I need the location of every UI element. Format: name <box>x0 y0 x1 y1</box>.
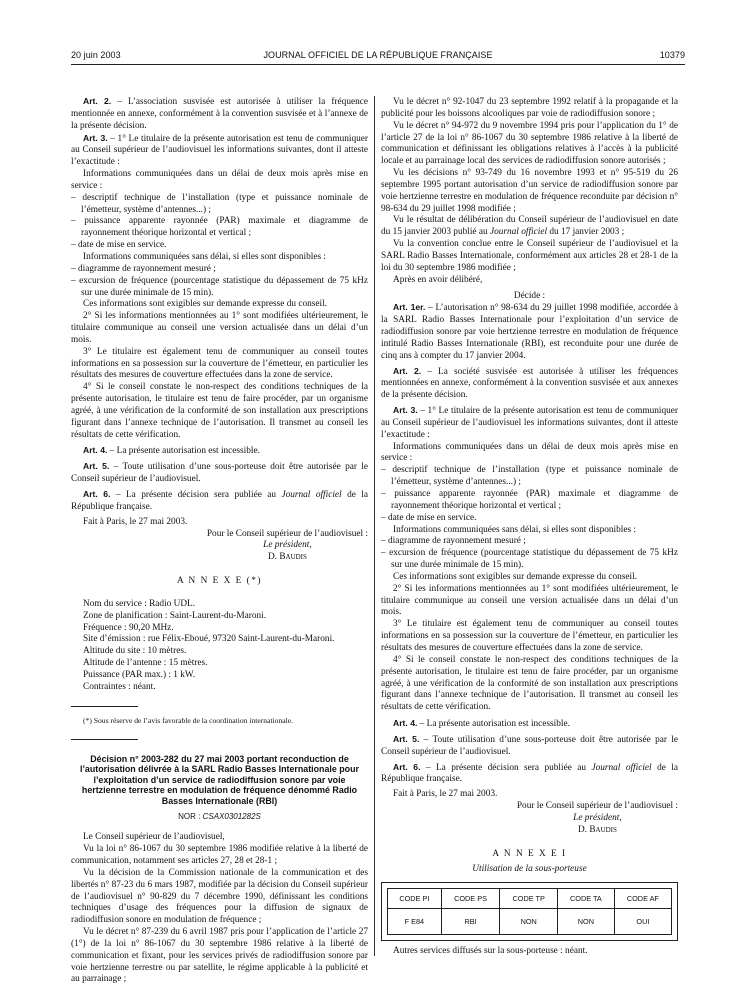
article-6: Art. 6. – La présente décision sera publiée au Journal officiel de la République française. <box>71 489 369 512</box>
column-header: CODE PS <box>441 889 500 909</box>
decision-title: Décision n° 2003-282 du 27 mai 2003 portant reconduction de l’autorisation délivrée à la SARL Radio Basses Internationale pour l’exploitation d’un service de radiodiffusion sonore par voie hertzienne terrestre en modulation de fréquence dénommé Radio Basses Internationale (RBI) <box>80 753 359 806</box>
article-2: Art. 2. – L’association susvisée est autorisée à utiliser la fréquence mentionnée en annexe, conformément à la convention susvisée et à l’annexe de la présente décision. <box>71 96 368 131</box>
annexe-line: Puissance (PAR max.) : 1 kW. <box>83 669 196 680</box>
table-cell: OUI <box>614 909 671 935</box>
article-3: Art. 3. – 1° Le titulaire de la présente autorisation est tenu de communiquer au Conseil supérieur de l’audiovisuel les informations suivantes, dont il atteste l’exactitude : <box>381 405 678 440</box>
paragraph: 4° Si le conseil constate le non-respect des conditions techniques de la présente autorisation, le titulaire est tenu de faire procéder, par un organisme agréé, à une vérification de la conformité de son installation aux prescriptions figurant dans l’annexe technique de l’autorisation. Il transmet au conseil les résultats de cette vérification. <box>71 382 368 440</box>
signature-block <box>381 801 678 837</box>
visa: Vu le décret n° 92-1047 du 23 septembre 1992 relatif à la propagande et la publicité pour les boissons alcooliques par voie de radiodiffusion sonore ; <box>381 97 678 119</box>
list-item: – date de mise en service. <box>381 512 477 523</box>
signature-name: D. Baudis <box>577 824 617 835</box>
signature-name: D. Baudis <box>267 552 307 563</box>
column-divider <box>374 96 375 956</box>
paragraph: Informations communiquées dans un délai de deux mois après mise en service : <box>71 169 368 191</box>
article-6: Art. 6. – La présente décision sera publiée au Journal officiel de la République française. <box>381 761 679 785</box>
list-item: – diagramme de rayonnement mesuré ; <box>71 263 216 274</box>
list-item: – puissance apparente rayonnée (PAR) maximale et diagramme de rayonnement théorique horizontal et vertical ; <box>381 489 678 511</box>
article-4: Art. 4. – La présente autorisation est incessible. <box>83 445 260 457</box>
page-header <box>71 50 685 64</box>
subcarrier-table-frame <box>381 882 678 941</box>
list-item: – excursion de fréquence (pourcentage statistique du dépassement de 75 kHz sur une durée minimale de 15 min). <box>381 548 678 571</box>
table-cell: F E84 <box>388 909 442 935</box>
decide-heading: Décide : <box>513 290 546 301</box>
paragraph: Informations communiquées sans délai, si elles sont disponibles : <box>393 524 636 535</box>
visa: Vu les décisions n° 93-749 du 16 novembre 1993 et n° 95-519 du 26 septembre 1995 portant autorisation d’un service de radiodiffusion sonore par voie hertzienne terrestre en modulation de fréquence reconduite par décision n° 98-634 du 29 juillet 1998 modifiée ; <box>381 168 678 214</box>
article-5: Art. 5. – Toute utilisation d’une sous-porteuse doit être autorisée par le Conseil supérieur de l’audiovisuel. <box>71 461 368 485</box>
header-title: JOURNAL OFFICIEL DE LA RÉPUBLIQUE FRANÇAISE <box>263 50 493 60</box>
signature-title: Le président, <box>573 812 622 823</box>
paragraph: Le Conseil supérieur de l’audiovisuel, <box>83 832 225 843</box>
annexe-line: Zone de planification : Saint-Laurent-du-Maroni. <box>83 610 267 621</box>
list-item: – date de mise en service. <box>71 240 167 251</box>
table-row <box>388 909 672 935</box>
fait-a-paris: Fait à Paris, le 27 mai 2003. <box>393 789 498 800</box>
signature-line: Pour le Conseil supérieur de l’audiovisuel : <box>516 801 678 812</box>
article-4: Art. 4. – La présente autorisation est incessible. <box>393 718 570 730</box>
visa: Vu le résultat de délibération du Conseil supérieur de l’audiovisuel en date du 15 janvier 2003 publié au Journal officiel du 17 janvier 2003 ; <box>381 215 678 238</box>
annexe-line: Nom du service : Radio UDL. <box>83 598 196 609</box>
paragraph: Informations communiquées dans un délai de deux mois après mise en service : <box>381 441 678 464</box>
signature-line: Pour le Conseil supérieur de l’audiovisuel : <box>206 528 368 539</box>
section-rule <box>71 739 138 740</box>
annexe-line: Altitude de l’antenne : 15 mètres. <box>83 658 208 669</box>
visa: Vu la loi n° 86-1067 du 30 septembre 1986 modifiée relative à la liberté de communication, notamment ses articles 27, 28 et 28-1 ; <box>71 844 368 866</box>
paragraph: Ces informations sont exigibles sur demande expresse du conseil. <box>393 571 637 582</box>
table-cell: NON <box>500 909 558 935</box>
footnote-rule <box>71 706 138 707</box>
header-rule <box>71 64 685 65</box>
article-2: Art. 2. – La société susvisée est autorisée à utiliser les fréquences mentionnées en annexe, conformément à la convention susvisée et aux annexes de la présente décision. <box>381 365 678 401</box>
paragraph: 2° Si les informations mentionnées au 1° sont modifiées ultérieurement, le titulaire communique au conseil une version actualisée dans un délai d’un mois. <box>71 311 368 345</box>
paragraph: 3° Le titulaire est également tenu de communiquer au conseil toutes informations en sa possession sur la couverture de l’émetteur, en particulier les résultats des mesures de couverture effectuées dans la zone de service. <box>381 619 678 653</box>
annexe-heading: A N N E X E I <box>492 848 567 859</box>
left-column <box>71 96 368 986</box>
nor-reference: NOR : CSAX0301282S <box>178 812 261 822</box>
subcarrier-table <box>387 888 672 935</box>
article-1: Art. 1er. – L’autorisation n° 98-634 du 29 juillet 1998 modifiée, accordée à la SARL Radio Basses Internationale pour l’exploitation d’un service de radiodiffusion sonore par voie hertzienne terrestre en modulation de fréquence intitulé Radio Basses Internationale (RBI), est reconduite pour une durée de cinq ans à compter du 17 janvier 2004. <box>381 302 678 361</box>
annexe-line: Contraintes : néant. <box>83 681 156 692</box>
list-item: – descriptif technique de l’installation (type et puissance nominale de l’émetteur, système d’antennes...) ; <box>381 465 678 488</box>
column-header: CODE PI <box>388 889 442 909</box>
annexe-line: Altitude du site : 10 mètres. <box>83 646 187 657</box>
list-item: – puissance apparente rayonnée (PAR) maximale et diagramme de rayonnement théorique horizontal et vertical ; <box>71 216 368 239</box>
table-header-row <box>388 889 672 909</box>
table-cell: RBI <box>441 909 500 935</box>
visa: Vu le décret n° 87-239 du 6 avril 1987 pris pour l’application de l’article 27 (1°) de la loi n° 86-1067 du 30 septembre 1986 relative à la liberté de communication et fixant, pour les services privés de radiodiffusion sonore par voie hertzienne terrestre ou par satellite, le régime applicable à la publicité et au parrainage ; <box>71 927 368 985</box>
annexe-line: Fréquence : 90,20 MHz. <box>83 622 174 633</box>
header-page-number: 10379 <box>659 50 685 60</box>
visa: Vu le décret n° 94-972 du 9 novembre 1994 pris pour l’application du 1° de l’article 27 de la loi n° 86-1067 du 30 septembre 1986 relative à la liberté de communication et définissant les obligations relatives à l’accès à la publicité locale et au parrainage local des services de radiodiffusion sonore autorisés ; <box>381 120 678 167</box>
footnote: (*) Sous réserve de l’avis favorable de la coordination internationale. <box>83 715 294 725</box>
right-column <box>381 97 678 958</box>
column-header: CODE TP <box>500 889 558 909</box>
article-3: Art. 3. – 1° Le titulaire de la présente autorisation est tenu de communiquer au Conseil supérieur de l’audiovisuel les informations suivantes, dont il atteste l’exactitude : <box>71 132 368 168</box>
paragraph: Ces informations sont exigibles sur demande expresse du conseil. <box>83 299 327 310</box>
annexe-line: Site d’émission : rue Félix-Eboué, 97320 Saint-Laurent-du-Maroni. <box>83 634 335 645</box>
fait-a-paris: Fait à Paris, le 27 mai 2003. <box>83 516 188 527</box>
signature-title: Le président, <box>263 540 312 551</box>
annexe-subtitle: Utilisation de la sous-porteuse <box>472 864 587 875</box>
column-header: CODE AF <box>614 889 671 909</box>
paragraph: 2° Si les informations mentionnées au 1° sont modifiées ultérieurement, le titulaire communique au conseil une version actualisée dans un délai d’un mois. <box>381 583 678 618</box>
list-item: – diagramme de rayonnement mesuré ; <box>381 536 526 547</box>
article-5: Art. 5. – Toute utilisation d’une sous-porteuse doit être autorisée par le Conseil supérieur de l’audiovisuel. <box>381 733 678 757</box>
visa: Vu la convention conclue entre le Conseil supérieur de l’audiovisuel et la SARL Radio Basses Internationale, conformément aux articles 28 et 28-1 de la loi du 30 septembre 1986 modifiée ; <box>381 239 678 273</box>
paragraph: Informations communiquées sans délai, si elles sont disponibles : <box>83 251 326 262</box>
paragraph: 4° Si le conseil constate le non-respect des conditions techniques de la présente autorisation, le titulaire est tenu de faire procéder, par un organisme agréé, à une vérification de la conformité de son installation aux prescriptions figurant dans l’annexe technique de l’autorisation. Il transmet au conseil les résultats de cette vérification. <box>381 654 678 713</box>
visa: Vu la décision de la Commission nationale de la communication et des libertés n° 87-23 du 6 mars 1987, modifiée par la décision du Conseil supérieur de l’audiovisuel n° 90-829 du 7 décembre 1990, définissant les conditions techniques d’usage des fréquences pour la diffusion de signaux de radiodiffusion sonore en modulation de fréquence ; <box>71 867 368 926</box>
paragraph: Après en avoir délibéré, <box>393 274 483 285</box>
list-item: – excursion de fréquence (pourcentage statistique du dépassement de 75 kHz sur une durée minimale de 15 min). <box>71 275 368 298</box>
signature-block <box>71 529 368 565</box>
column-header: CODE TA <box>558 889 615 909</box>
annexe-heading: A N N E X E (*) <box>177 576 262 587</box>
paragraph: Autres services diffusés sur la sous-porteuse : néant. <box>393 946 588 957</box>
paragraph: 3° Le titulaire est également tenu de communiquer au conseil toutes informations en sa possession sur la couverture de l’émetteur, en particulier les résultats des mesures de couverture effectuées dans la zone de service. <box>71 346 368 381</box>
list-item: – descriptif technique de l’installation (type et puissance nominale de l’émetteur, système d’antennes...) ; <box>71 192 368 215</box>
header-date: 20 juin 2003 <box>71 50 121 60</box>
table-cell: NON <box>558 909 615 935</box>
